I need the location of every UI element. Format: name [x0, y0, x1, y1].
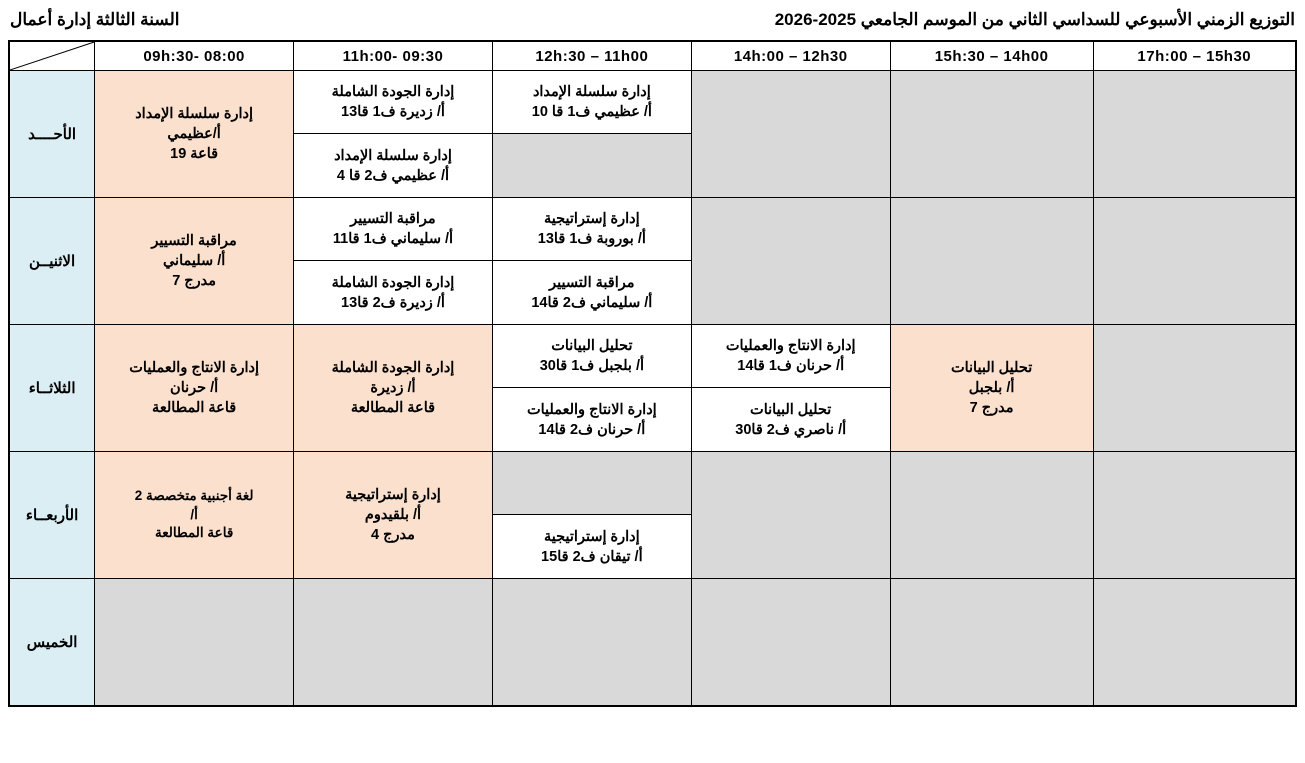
session-room: قاعة المطالعة: [350, 400, 436, 416]
session-subject: إدارة سلسلة الإمداد: [334, 147, 452, 164]
session-teacher: أ/ زديرة: [370, 380, 416, 396]
cell-wednesday-0800-0930: [95, 452, 294, 579]
diagonal-line-icon: [10, 42, 94, 70]
session-subject: إدارة إستراتيجية: [544, 211, 640, 227]
session-teacher: أ/: [190, 506, 198, 522]
session-teacher: أ/ بلقيدوم: [364, 507, 422, 523]
cell-thursday-0800-0930: [95, 579, 294, 707]
cell-thursday-1230-1400: [691, 579, 890, 707]
session-subject: مراقبة التسيير: [549, 274, 635, 291]
cell-tuesday-0930-1100: [294, 325, 493, 452]
cell-monday-1230-1400: [691, 198, 890, 325]
session-teacher-room: أ/ ناصري ف2 قا30: [735, 421, 847, 438]
session-teacher: أ/عظيمي: [167, 126, 221, 142]
cell-thursday-1530-1700: [1093, 579, 1296, 707]
session-room: مدرج 7: [172, 273, 217, 289]
session-subject: إدارة سلسلة الإمداد: [532, 84, 651, 100]
session-teacher: أ/ سليماني: [162, 253, 226, 269]
session-teacher-room: أ/ بلجبل ف1 قا30: [539, 358, 644, 374]
table-row: [9, 71, 1296, 198]
day-label-wednesday: الأربعــاء: [9, 452, 95, 579]
session-teacher-room: أ/ حرنان ف1 قا14: [737, 358, 845, 374]
corner-cell: [9, 41, 95, 71]
day-label-sunday: الأحــــد: [9, 71, 95, 198]
cell-wednesday-1530-1700: [1093, 452, 1296, 579]
cell-sunday-0800-0930: [95, 71, 294, 198]
page-header: [8, 6, 1297, 40]
session-subject: إدارة الانتاج والعمليات: [129, 360, 259, 376]
cell-thursday-1400-1530: [890, 579, 1093, 707]
session-subject: إدارة الانتاج والعمليات: [725, 338, 856, 354]
session-subject: إدارة إستراتيجية: [345, 487, 441, 503]
cell-sunday-1400-1530: [890, 71, 1093, 198]
cell-sunday-1100-1230: [492, 71, 691, 198]
col-header-1100-1230: 12h:30 – 11h00: [492, 41, 691, 71]
session-teacher-room: أ/ عظيمي ف1 قا 10: [531, 104, 652, 120]
session-teacher: أ/ حرنان: [170, 380, 219, 396]
cell-tuesday-1530-1700: [1093, 325, 1296, 452]
col-header-1230-1400: 14h:00 – 12h30: [691, 41, 890, 71]
session-subject: إدارة الجودة الشاملة: [331, 274, 455, 291]
session-subject: إدارة الجودة الشاملة: [331, 360, 455, 376]
session-subject: إدارة الجودة الشاملة: [331, 84, 455, 100]
schedule-table: [8, 40, 1297, 707]
session-room: مدرج 7: [969, 400, 1014, 416]
session-subject: لغة أجنبية متخصصة 2: [134, 488, 254, 504]
session-subject: تحليل البيانات: [950, 360, 1033, 376]
session-room: قاعة المطالعة: [152, 400, 237, 416]
session-teacher-room: أ/ بوروبة ف1 قا13: [537, 231, 646, 247]
table-row: [9, 579, 1296, 707]
cell-monday-1530-1700: [1093, 198, 1296, 325]
table-row: [9, 325, 1296, 452]
cell-monday-0800-0930: [95, 198, 294, 325]
cell-wednesday-1100-1230: [492, 452, 691, 579]
col-header-1530-1700: 17h:00 – 15h30: [1093, 41, 1296, 71]
cell-tuesday-1230-1400: [691, 325, 890, 452]
day-label-tuesday: الثلاثــاء: [9, 325, 95, 452]
table-header-row: [9, 41, 1296, 71]
cell-wednesday-1400-1530: [890, 452, 1093, 579]
cell-tuesday-1400-1530: [890, 325, 1093, 452]
session-subject: تحليل البيانات: [750, 401, 832, 418]
session-teacher-room: أ/ زديرة ف2 قا13: [341, 294, 445, 311]
cell-thursday-0930-1100: [294, 579, 493, 707]
cell-sunday-0930-1100: [294, 71, 493, 198]
session-room: قاعة 19: [170, 146, 219, 162]
session-teacher: أ/ بلجبل: [968, 380, 1015, 396]
session-subject: إدارة سلسلة الإمداد: [135, 106, 254, 122]
session-subject: إدارة الانتاج والعمليات: [526, 401, 657, 418]
col-header-0800-0930: 09h:30- 08:00: [95, 41, 294, 71]
session-room: قاعة المطالعة: [154, 525, 234, 541]
cell-tuesday-1100-1230: [492, 325, 691, 452]
cell-sunday-1530-1700: [1093, 71, 1296, 198]
session-subject: مراقبة التسيير: [151, 233, 237, 249]
session-teacher-room: أ/ عظيمي ف2 قا 4: [336, 167, 450, 184]
year-label: السنة الثالثة إدارة أعمال: [10, 10, 180, 29]
session-room: مدرج 4: [371, 527, 415, 543]
table-row: [9, 452, 1296, 579]
cell-monday-0930-1100: [294, 198, 493, 325]
day-label-thursday: الخميس: [9, 579, 95, 707]
session-teacher-room: أ/ تيقان ف2 قا15: [541, 548, 643, 565]
session-teacher-room: أ/ زديرة ف1 قا13: [341, 104, 445, 120]
cell-tuesday-0800-0930: [95, 325, 294, 452]
session-teacher-room: أ/ سليماني ف2 قا14: [531, 294, 653, 311]
col-header-1400-1530: 15h:30 – 14h00: [890, 41, 1093, 71]
day-label-monday: الاثنيــن: [9, 198, 95, 325]
col-header-0930-1100: 11h:00- 09:30: [294, 41, 493, 71]
cell-monday-1400-1530: [890, 198, 1093, 325]
cell-wednesday-0930-1100: [294, 452, 493, 579]
cell-sunday-1230-1400: [691, 71, 890, 198]
session-teacher-room: أ/ سليماني ف1 قا11: [332, 231, 454, 247]
session-subject: تحليل البيانات: [551, 338, 633, 354]
cell-monday-1100-1230: [492, 198, 691, 325]
cell-thursday-1100-1230: [492, 579, 691, 707]
cell-wednesday-1230-1400: [691, 452, 890, 579]
session-teacher-room: أ/ حرنان ف2 قا14: [538, 421, 646, 438]
session-subject: إدارة إستراتيجية: [544, 528, 640, 545]
session-subject: مراقبة التسيير: [350, 211, 436, 227]
page-title: التوزيع الزمني الأسبوعي للسداسي الثاني من الموسم الجامعي 2025-2026: [774, 10, 1295, 29]
table-row: [9, 198, 1296, 325]
